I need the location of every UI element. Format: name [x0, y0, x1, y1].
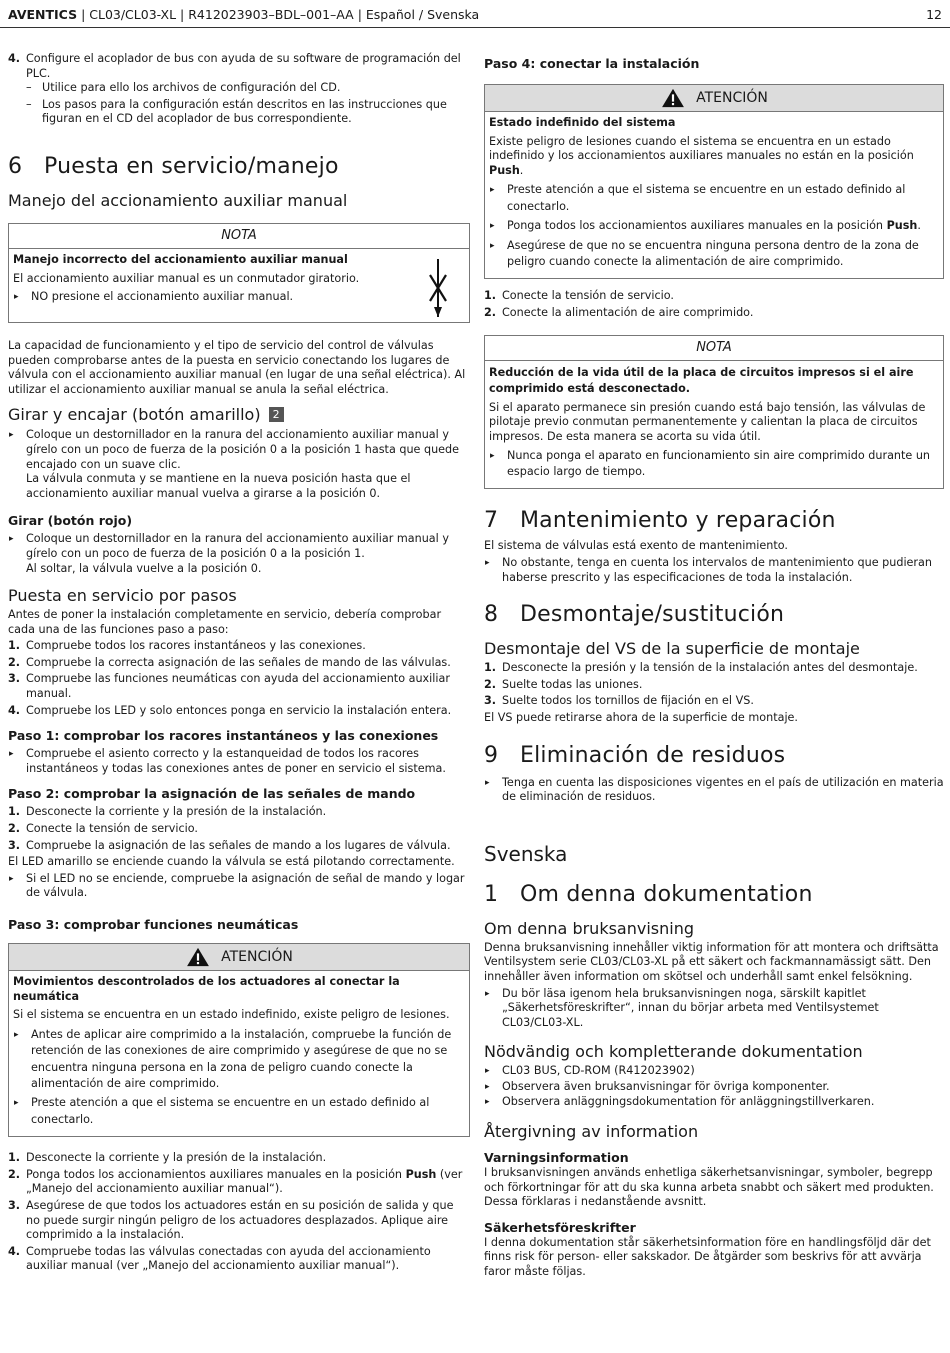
- list-item: 2. Compruebe la correcta asignación de las señales de mando de las válvulas.: [8, 655, 451, 669]
- subsection-heading: Nödvändig och kompletterande dokumentation: [484, 1042, 863, 1062]
- subsection-heading: Varningsinformation: [484, 1150, 629, 1166]
- subsection-heading: Paso 2: comprobar la asignación de las señales de mando: [8, 786, 416, 802]
- config-step: [8, 52, 470, 127]
- no-push-icon: [425, 257, 451, 319]
- paragraph: El LED amarillo se enciende cuando la válvula se está pilotando correctamente.: [8, 855, 455, 869]
- list-item: ▸ Observera anläggningsdokumentation för anläggningstillverkaren.: [484, 1095, 944, 1110]
- paragraph: El VS puede retirarse ahora de la superficie de montaje.: [484, 710, 798, 724]
- left-column: [8, 52, 470, 1276]
- list-item: 1. Desconecte la presión y la tensión de la instalación antes del desmontaje.: [484, 661, 918, 675]
- atencion-text: Existe peligro de lesiones cuando el sistema se encuentra en un estado indefinido y los accionamientos auxiliares manuales no están en la posición Push.: [489, 134, 914, 177]
- list-item: 3. Asegúrese de que todos los actuadores están en su posición de salida y que no puede surgir ningún peligro de los actuadores desplazados. Aplique aire comprimido a la instalación.: [8, 1199, 454, 1242]
- list-item: ▸ Asegúrese de que no se encuentra ninguna persona dentro de la zona de peligro cuando conecte la alimentación de aire comprimido.: [489, 238, 937, 271]
- warning-icon: [185, 947, 211, 967]
- header-divider: [0, 27, 950, 28]
- steps-list: [8, 1151, 470, 1274]
- list-item: ▸ Si el LED no se enciende, compruebe la asignación de señal de mando y logar de válvula.: [8, 872, 470, 901]
- right-column: [484, 52, 944, 1284]
- paragraph: Denna bruksanvisning innehåller viktig information för att montera och driftsätta Ventilsystem serie CL03/CL03-XL på ett säkert och fackmannamässigt sätt. Den innehåller även information om skötsel och underhåll samt enkel felsökning.: [484, 940, 939, 983]
- section-heading: 8 Desmontaje/sustitución: [484, 602, 785, 628]
- subsection-heading: Återgivning av information: [484, 1122, 699, 1142]
- atencion-title: Estado indefinido del sistema: [489, 116, 676, 129]
- atencion-text: Si el sistema se encuentra en un estado indefinido, existe peligro de lesiones.: [13, 1008, 450, 1022]
- list-item: 3. Suelte todos los tornillos de fijación en el VS.: [484, 694, 754, 708]
- subsection-heading: Om denna bruksanvisning: [484, 918, 694, 938]
- nota-label: NOTA: [9, 224, 469, 249]
- list-item: ▸ Compruebe el asiento correcto y la estanqueidad de todos los racores instantáneos y todas las conexiones antes de poner en servicio el sistema.: [8, 747, 470, 776]
- list-item: 4. Compruebe los LED y solo entonces ponga en servicio la instalación entera.: [8, 703, 452, 717]
- list-item: 1. Conecte la tensión de servicio.: [484, 289, 674, 303]
- section-heading: 6 Puesta en servicio/manejo: [8, 153, 339, 179]
- list-item: 1. Desconecte la corriente y la presión de la instalación.: [8, 805, 327, 819]
- list-item: ▸ Preste atención a que el sistema se encuentre en un estado definido al conectarlo.: [13, 1095, 463, 1128]
- steps-list: [8, 639, 470, 718]
- list-item: 3. Compruebe las funciones neumáticas con ayuda del accionamiento auxiliar manual.: [8, 672, 450, 701]
- list-item: ▸ Coloque un destornillador en la ranura del accionamiento auxiliar manual y gírelo con un poco de fuerza de la posición 0 a la posición 1 hasta que quede encajado con un suave clic. La válvula conmuta y se mantiene en la nueva posición hasta que el accionamiento auxiliar manual vuelva a girarse a la posición 0.: [8, 428, 470, 501]
- nota-title: Reducción de la vida útil de la placa de circuitos impresos si el aire comprimido está desconectado.: [489, 365, 914, 395]
- page-number: 12: [926, 7, 942, 22]
- nota-text: El accionamiento auxiliar manual es un conmutador giratorio.: [13, 271, 360, 285]
- list-item: ▸ Du bör läsa igenom hela bruksanvisningen noga, särskilt kapitlet „Säkerhetsföreskrifter“, innan du börjar arbeta med Ventilsystemet CL03/CL03-XL.: [484, 987, 944, 1031]
- subsection-heading: Säkerhetsföreskrifter: [484, 1219, 636, 1235]
- list-item: 4. Compruebe todas las válvulas conectadas con ayuda del accionamiento auxiliar manual (ver „Manejo del accionamiento auxiliar manual“).: [8, 1244, 431, 1273]
- list-item: ▸ Preste atención a que el sistema se encuentre en un estado definido al conectarlo.: [489, 182, 937, 215]
- steps-list: [484, 661, 944, 709]
- header-doc-info: [8, 6, 479, 24]
- list-item: ▸ Ponga todos los accionamientos auxiliares manuales en la posición Push.: [489, 218, 937, 234]
- list-item: – Utilice para ello los archivos de configuración del CD.: [26, 81, 470, 96]
- list-item: ▸ NO presione el accionamiento auxiliar manual.: [13, 290, 463, 305]
- section-heading: 9 Eliminación de residuos: [484, 742, 786, 768]
- list-item: 2. Suelte todas las uniones.: [484, 677, 643, 691]
- docs-list: [484, 1064, 944, 1110]
- paragraph: El sistema de válvulas está exento de mantenimiento.: [484, 539, 788, 553]
- nota-box: [8, 223, 470, 323]
- steps-list: [484, 289, 944, 320]
- nota-text: Si el aparato permanece sin presión cuando está bajo tensión, las válvulas de pilotaje previo conmutan permanentemente y calientan la placa de circuitos impresos. De esta manera se acorta su vida útil.: [489, 400, 926, 443]
- page-header: [8, 6, 942, 24]
- list-item: 3. Compruebe la asignación de las señales de mando a los lugares de válvula.: [8, 838, 451, 852]
- atencion-header: [9, 944, 469, 971]
- subsection-heading: Paso 1: comprobar los racores instantáneos y las conexiones: [8, 728, 439, 744]
- list-item: 4. Configure el acoplador de bus con ayuda de su software de programación del PLC. – Utilice para ello los archivos de configuración del CD. – Los pasos para la configuración están descritos en las instrucciones que figuran en el CD del acoplador de bus correspondiente.: [8, 52, 470, 127]
- atencion-box: [484, 84, 944, 279]
- subsection-heading: Desmontaje del VS de la superficie de montaje: [484, 639, 860, 659]
- paragraph: I bruksanvisningen används enhetliga säkerhetsanvisningar, symboler, begrepp och förkortningar för att du ska kunna arbeta snabbt och säkert med produkten. Dessa förklaras i nedanstående avsnitt.: [484, 1166, 934, 1209]
- list-item: 2. Conecte la tensión de servicio.: [8, 822, 198, 836]
- subsection-heading: Paso 3: comprobar funciones neumáticas: [8, 917, 299, 932]
- subsection-heading: Girar (botón rojo): [8, 513, 133, 529]
- subsection-heading: Manejo del accionamiento auxiliar manual: [8, 190, 348, 210]
- list-item: ▸ Tenga en cuenta las disposiciones vigentes en el país de utilización en materia de eliminación de residuos.: [484, 776, 944, 805]
- subsection-heading: Girar y encajar (botón amarillo) 2: [8, 405, 470, 425]
- atencion-label: ATENCIÓN: [696, 90, 768, 106]
- list-item: 1. Desconecte la corriente y la presión de la instalación.: [8, 1151, 327, 1165]
- list-item: – Los pasos para la configuración están descritos en las instrucciones que figuran en el CD del acoplador de bus correspondiente.: [26, 98, 470, 127]
- subsection-heading: Paso 4: conectar la instalación: [484, 56, 700, 71]
- list-item: ▸ Observera även bruksanvisningar för övriga komponenter.: [484, 1080, 944, 1095]
- atencion-title: Movimientos descontrolados de los actuadores al conectar la neumática: [13, 975, 400, 1003]
- list-item: ▸ No obstante, tenga en cuenta los intervalos de mantenimiento que pudieran haberse prescrito y las especificaciones de toda la instalación.: [484, 556, 944, 585]
- list-item: 1. Compruebe todos los racores instantáneos y las conexiones.: [8, 639, 366, 653]
- atencion-header: [485, 85, 943, 112]
- paragraph: Antes de poner la instalación completamente en servicio, debería comprobar cada una de las funciones paso a paso:: [8, 608, 442, 636]
- list-item: ▸ CL03 BUS, CD-ROM (R412023902): [484, 1064, 944, 1079]
- paragraph: I denna dokumentation står säkerhetsinformation före en handlingsföljd där det finns risk för person- eller sakskador. De åtgärder som beskrivs för att avvärja faror måste följas.: [484, 1235, 931, 1279]
- section-heading: 7 Mantenimiento y reparación: [484, 508, 836, 534]
- section-heading: 1 Om denna dokumentation: [484, 881, 813, 907]
- list-item: ▸ Antes de aplicar aire comprimido a la instalación, compruebe la función de retención de las conexiones de aire comprimido y asegúrese de que no se encuentra ninguna persona en la zona de peligro cuando conecte la alimentación de aire comprimido.: [13, 1027, 463, 1093]
- brand-name: AVENTICS: [8, 7, 78, 22]
- list-item: 2. Conecte la alimentación de aire comprimido.: [484, 306, 754, 319]
- nota-box: [484, 335, 944, 490]
- list-item: ▸ Nunca ponga el aparato en funcionamiento sin aire comprimido durante un espacio largo de tiempo.: [489, 448, 937, 480]
- nota-label: NOTA: [485, 336, 943, 361]
- figure-tag: 2: [269, 407, 284, 422]
- atencion-label: ATENCIÓN: [221, 949, 293, 965]
- warning-icon: [660, 88, 686, 108]
- subsection-heading: Puesta en servicio por pasos: [8, 586, 237, 606]
- paragraph: La capacidad de funcionamiento y el tipo de servicio del control de válvulas pueden comprobarse antes de la puesta en servicio conectando los lugares de válvula con el accionamiento auxiliar manual (en lugar de una señal eléctrica). Al utilizar el accionamiento auxiliar manual se anula la señal eléctrica.: [8, 338, 466, 396]
- atencion-box: [8, 943, 470, 1137]
- language-heading: Svenska: [484, 841, 568, 866]
- nota-title: Manejo incorrecto del accionamiento auxiliar manual: [13, 252, 348, 266]
- list-item: ▸ Coloque un destornillador en la ranura del accionamiento auxiliar manual y gírelo con un poco de fuerza de la posición 0 a la posición 1. Al soltar, la válvula vuelve a la posición 0.: [8, 532, 470, 576]
- list-item: 2. Ponga todos los accionamientos auxiliares manuales en la posición Push (ver „Manejo del accionamiento auxiliar manual“).: [8, 1167, 463, 1196]
- doc-reference: | CL03/CL03-XL | R412023903–BDL–001–AA | Español / Svenska: [77, 7, 480, 22]
- steps-list: [8, 805, 470, 853]
